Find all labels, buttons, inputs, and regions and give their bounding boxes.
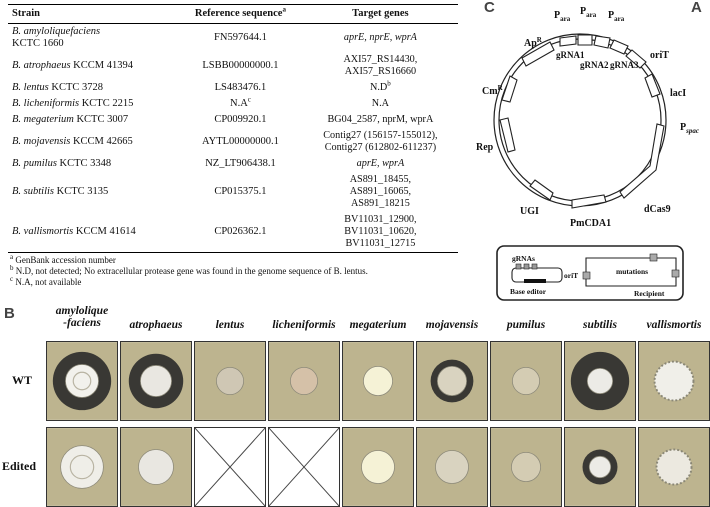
- panel-label-b: B: [4, 305, 15, 322]
- wt-plate-image: [120, 341, 192, 421]
- inset-grnas-label: gRNAs: [512, 254, 535, 263]
- inset-recipient-label: Recipient: [634, 289, 665, 298]
- reference-cell: CP009920.1: [214, 114, 267, 125]
- edited-plate-image: [194, 427, 266, 507]
- editor-black-bar: [524, 279, 546, 283]
- footnote-a: $^a$ GenBank accession number: [10, 253, 116, 265]
- wt-plate-image: [268, 341, 340, 421]
- wt-plate-image: [342, 341, 414, 421]
- strain-cell: B. licheniformis KCTC 2215: [12, 98, 134, 109]
- inset-base-editor-label: Base editor: [510, 287, 547, 296]
- mutation-square-3: [672, 270, 679, 277]
- table-row: [8, 172, 458, 212]
- pspac-label: $P_{spac}$: [680, 122, 699, 135]
- reference-cell: $N.A^c$: [230, 95, 251, 109]
- edited-plate-image: [342, 427, 414, 507]
- table-row: [8, 128, 458, 156]
- edited-plate-image: [638, 427, 710, 507]
- species-header: vallismortis: [646, 319, 702, 331]
- strain-cell: B. vallismortis KCCM 41614: [8, 212, 178, 253]
- row-label-edited: Edited: [2, 459, 37, 473]
- wt-plate-image: [490, 341, 562, 421]
- laci-label: lacI: [670, 88, 687, 99]
- table-row: [8, 156, 458, 172]
- dcas9-label: dCas9: [644, 204, 671, 215]
- cmr-label: $Cm^R$: [482, 84, 503, 97]
- plasmid-map: [476, 2, 708, 302]
- table-row: [8, 212, 458, 253]
- species-header: amylolique -faciens: [55, 305, 109, 329]
- grna3-label: gRNA3: [610, 60, 639, 70]
- strain-cell: B. subtilis KCTC 3135: [12, 186, 109, 197]
- species-header: licheniformis: [272, 319, 336, 331]
- table-row: [8, 96, 458, 112]
- grna-square-2: [524, 264, 529, 269]
- edited-plate-image: [46, 427, 118, 507]
- table-row: [8, 24, 458, 53]
- mutation-square-1: [650, 254, 657, 261]
- mutation-square-2: [583, 272, 590, 279]
- targets-cell: N.A: [371, 98, 390, 109]
- header-reference: Reference sequence$^a$: [178, 5, 303, 24]
- edited-plate-image: [564, 427, 636, 507]
- grna2-label: gRNA2: [580, 60, 609, 70]
- strain-cell: B. atrophaeus KCCM 41394: [12, 60, 133, 71]
- table-row: [8, 52, 458, 80]
- targets-cell: BG04_2587, nprM, wprA: [327, 114, 434, 125]
- header-strain: Strain: [8, 5, 178, 24]
- wt-plate-image: [416, 341, 488, 421]
- targets-cell: BV11031_12900, BV11031_10620, BV11031_12715: [303, 212, 458, 253]
- species-header: megaterium: [349, 319, 407, 331]
- panel-label-a-right: A: [691, 0, 702, 16]
- reference-cell: FN597644.1: [214, 32, 267, 43]
- table-row: [8, 112, 458, 128]
- grna-square-3: [532, 264, 537, 269]
- para-label-2: $P_{ara}$: [580, 6, 597, 19]
- species-header: atrophaeus: [129, 319, 183, 331]
- reference-cell: AYTL00000000.1: [202, 136, 279, 147]
- reference-cell: NZ_LT906438.1: [205, 158, 276, 169]
- targets-cell: aprE, nprE, wprA: [343, 32, 417, 43]
- header-targets: Target genes: [303, 5, 458, 24]
- laci-arrow: [645, 74, 660, 97]
- targets-cell: aprE, wprA: [356, 158, 405, 169]
- table-footnotes: [8, 255, 458, 288]
- gRNA-block-3: [610, 40, 628, 54]
- row-label-wt: WT: [12, 373, 33, 387]
- targets-cell: AXI57_RS14430, AXI57_RS16660: [343, 54, 418, 77]
- strain-table-panel: [8, 4, 458, 288]
- strain-cell: B. lentus KCTC 3728: [12, 82, 104, 93]
- rep-arrow: [500, 118, 515, 152]
- strain-cell: B. pumilus KCTC 3348: [12, 158, 112, 169]
- para-label-1: $P_{ara}$: [554, 10, 571, 23]
- strain-cell: B. amyloliquefaciens KCTC 1660: [12, 26, 101, 49]
- edited-plate-image: [268, 427, 340, 507]
- ugi-label: UGI: [520, 206, 539, 217]
- edited-plate-image: [490, 427, 562, 507]
- rep-label: Rep: [476, 142, 494, 153]
- targets-cell: Contig27 (156157-155012), Contig27 (612802-611237): [323, 130, 438, 153]
- strain-cell: B. mojavensis KCCM 42665: [12, 136, 133, 147]
- pmcda1-label: PmCDA1: [570, 218, 612, 229]
- species-header: mojavensis: [425, 319, 479, 331]
- targets-cell: AS891_18455, AS891_16065, AS891_18215: [349, 174, 412, 209]
- strain-cell: B. megaterium KCTC 3007: [12, 114, 129, 125]
- para-label-3: $P_{ara}$: [608, 10, 625, 23]
- grna1-label: gRNA1: [556, 50, 585, 60]
- panel-label-c: C: [484, 0, 495, 16]
- table-row: [8, 80, 458, 96]
- wt-plate-image: [564, 341, 636, 421]
- reference-cell: CP026362.1: [178, 212, 303, 253]
- reference-cell: LSBB00000000.1: [202, 60, 279, 71]
- dcas9-arrow: [620, 124, 664, 198]
- wt-plate-image: [46, 341, 118, 421]
- footnote-c: $^c$ N.A, not available: [10, 275, 82, 287]
- footnote-b: $^b$ N.D, not detected; No extracellular protease gene was found in the genome sequence of B. lentus.: [10, 264, 368, 276]
- reference-cell: LS483476.1: [214, 82, 267, 93]
- wt-plate-image: [638, 341, 710, 421]
- wt-plate-image: [194, 341, 266, 421]
- targets-cell: $N.D^b$: [370, 79, 391, 93]
- inset-mutations-label: mutations: [616, 267, 649, 276]
- table-header-row: [8, 5, 458, 24]
- gRNA-block-2: [594, 36, 610, 48]
- species-header: pumilus: [506, 319, 546, 331]
- edited-plate-image: [120, 427, 192, 507]
- species-header: lentus: [215, 319, 245, 331]
- orit-label: oriT: [650, 50, 669, 61]
- grna-square-1: [516, 264, 521, 269]
- reference-cell: CP015375.1: [214, 186, 267, 197]
- apr-label: $Ap^R$: [524, 36, 542, 49]
- strain-table: [8, 4, 458, 253]
- gRNA-block-1: [578, 35, 592, 45]
- table-body: [8, 24, 458, 253]
- edited-plate-image: [416, 427, 488, 507]
- species-header: subtilis: [583, 319, 617, 331]
- pa-arrow-1: [560, 36, 576, 46]
- inset-orit-label: oriT: [564, 271, 579, 280]
